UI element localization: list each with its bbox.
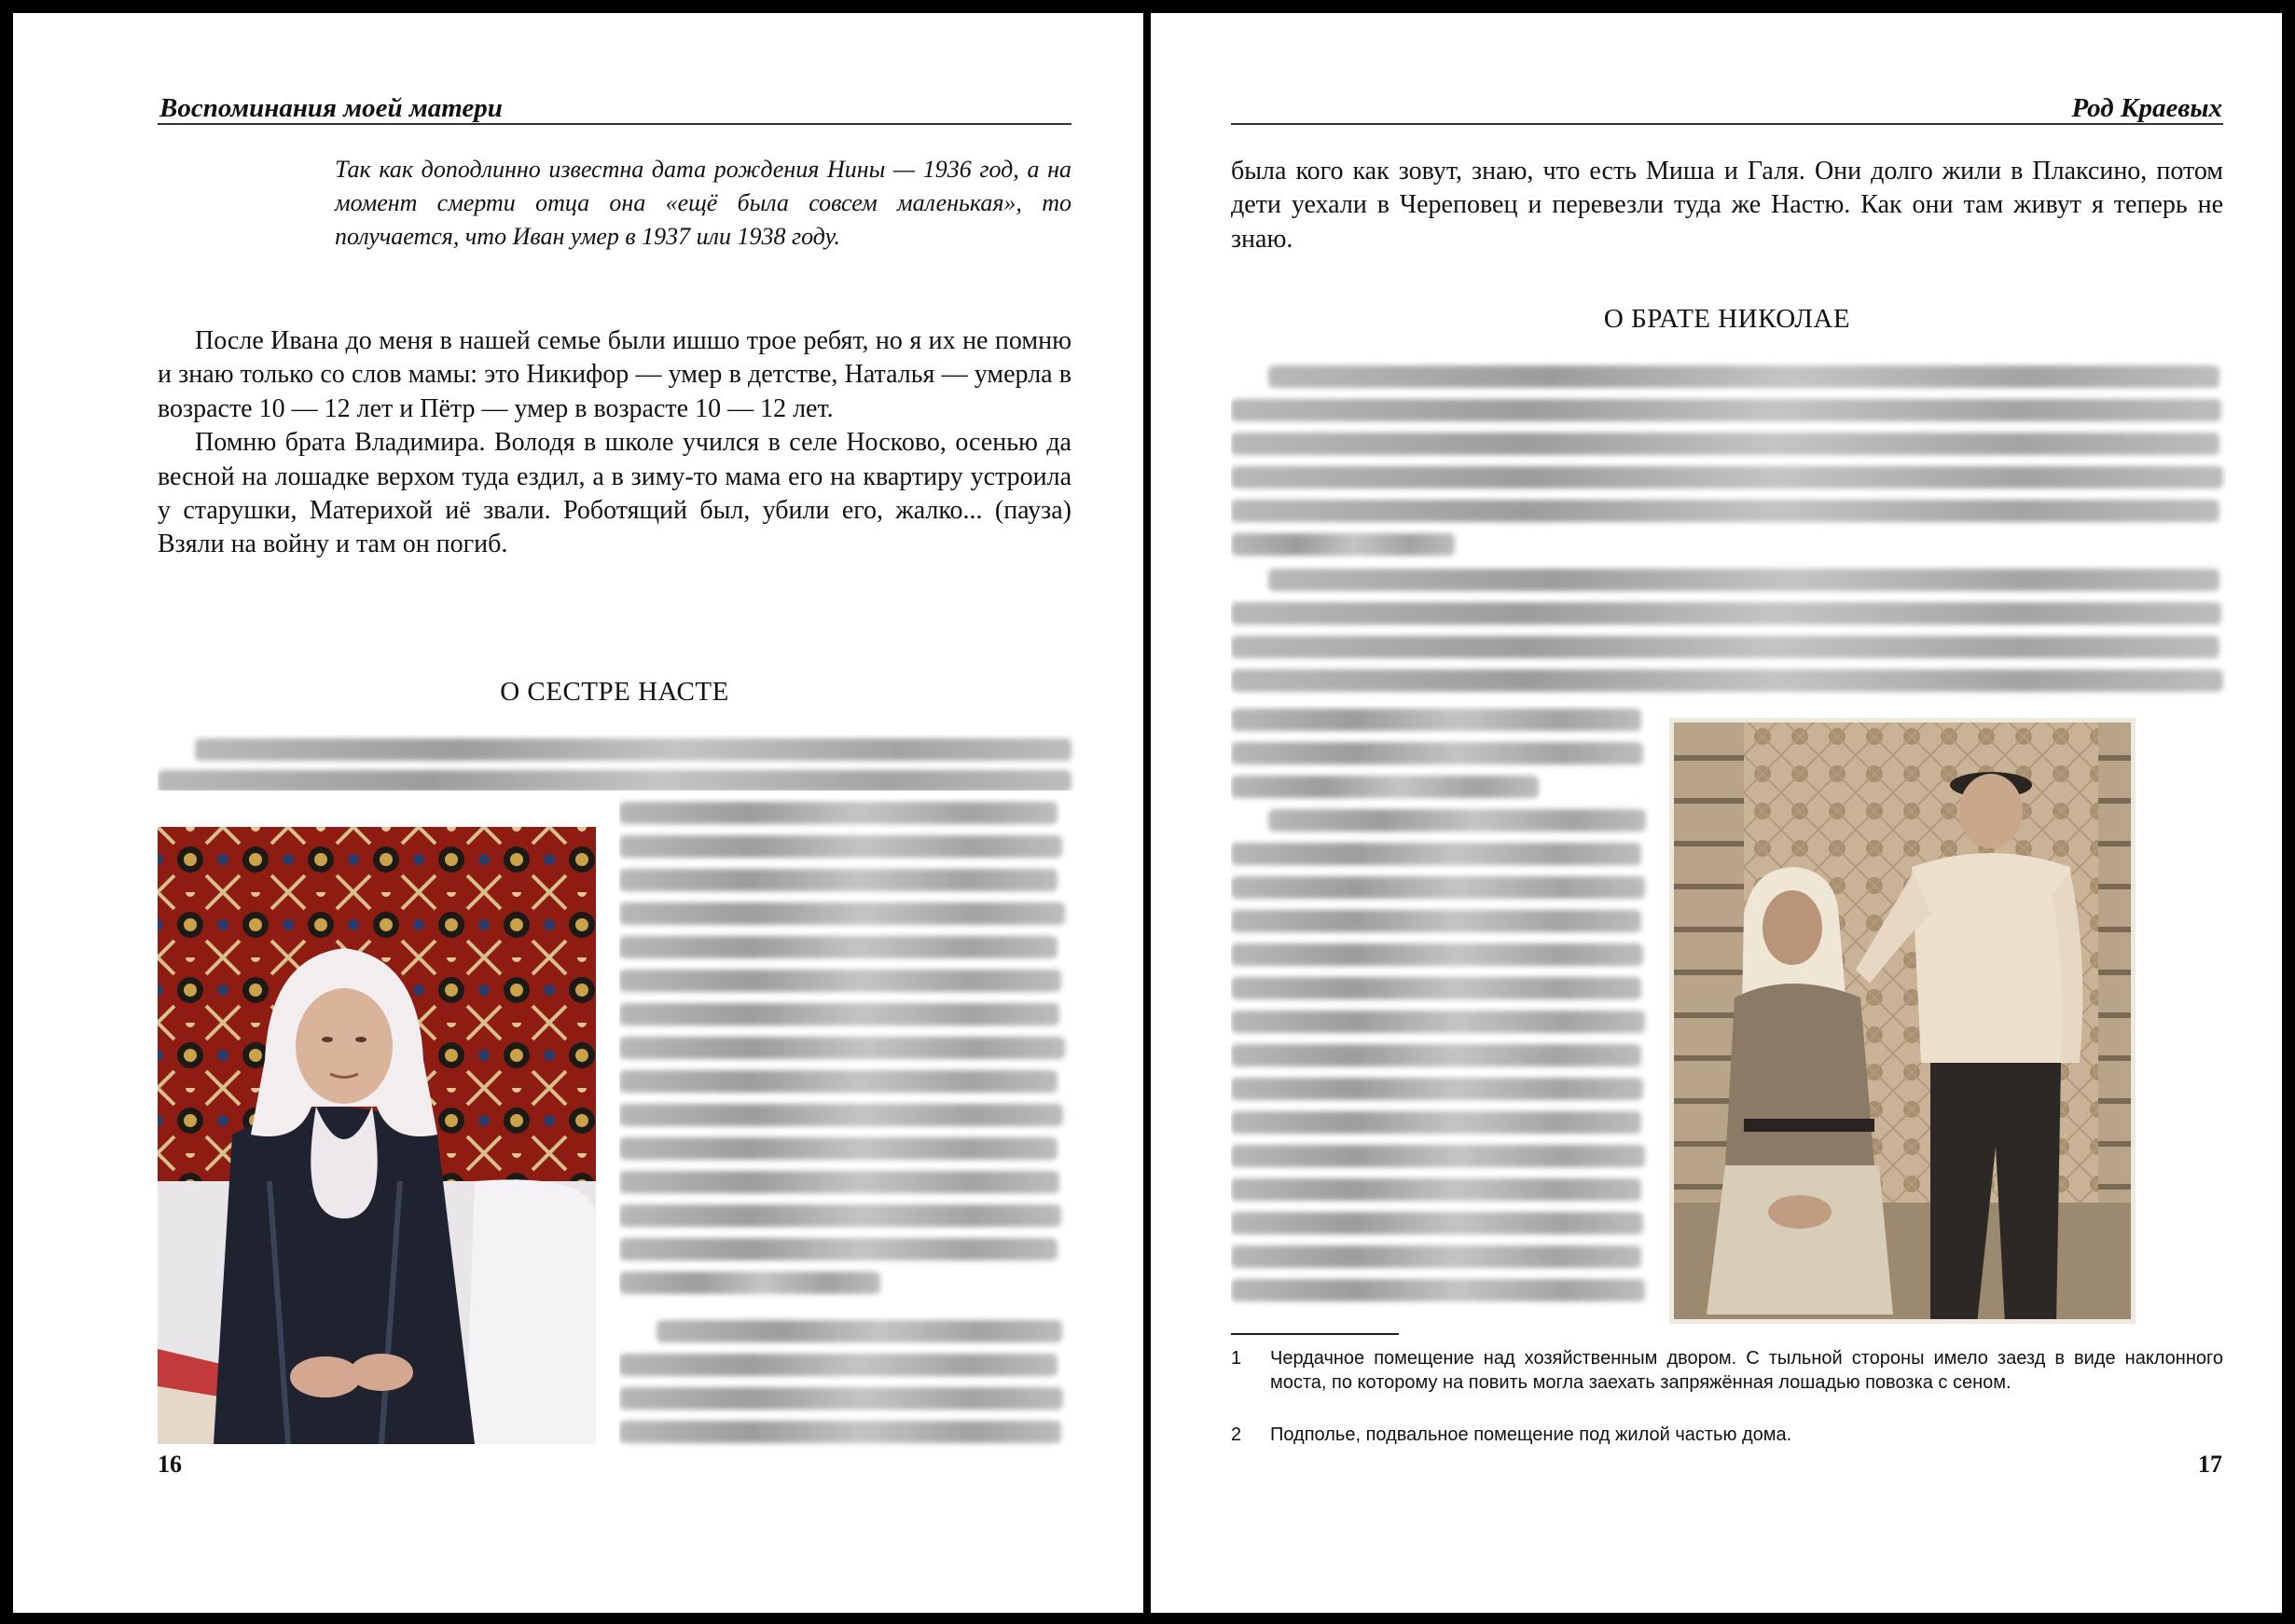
body-text-left: [158, 324, 1071, 562]
blurred-text-column: [619, 798, 1076, 1451]
italic-note: Так как доподлинно известна дата рождения Нины — 1936 год, а на момент смерти отца она «ещё была совсем маленькая», то получается, что Иван умер в 1937 или 1938 году.: [335, 156, 1071, 250]
footnote-text: Подполье, подвальное помещение под жилой частью дома.: [1270, 1424, 1792, 1445]
header-rule-right: [1231, 123, 2223, 125]
right-page: [1151, 13, 2282, 1613]
blurred-text-block: [158, 735, 1076, 791]
running-header-right: Род Краевых: [2071, 93, 2222, 123]
blurred-text-column: [1231, 705, 1660, 1320]
header-rule-left: [158, 123, 1071, 125]
left-page: [13, 13, 1143, 1613]
blurred-text-block: [1231, 362, 2227, 725]
footnote-rule: [1231, 1333, 1399, 1335]
page-number-left: 16: [158, 1451, 182, 1478]
photo-couple-vintage: [1669, 718, 2136, 1324]
page-number-right: 17: [2198, 1451, 2222, 1478]
footnote-number: 1: [1231, 1348, 1242, 1369]
photo-elderly-woman: [158, 827, 596, 1444]
running-header-left: Воспоминания моей матери: [159, 93, 503, 123]
footnote-1: [1231, 1346, 2223, 1419]
paragraph: была кого как зовут, знаю, что есть Миша и Галя. Они долго жили в Плаксино, потом дети уехали в Череповец и перевезли туда же Настю. Как они там живут я теперь не знаю.: [1231, 157, 2223, 254]
paragraph: После Ивана до меня в нашей семье были ишшо трое ребят, но я их не помню и знаю только со слов мамы: это Никифор — умер в детстве, Наталья — умерла в возрасте 10 — 12 лет и Пётр — умер в возрасте 10 — 12 лет.: [158, 326, 1071, 423]
body-text-right: [1231, 155, 2223, 256]
section-title-nastya: О СЕСТРЕ НАСТЕ: [500, 677, 729, 707]
section-title-nikolai: О БРАТЕ НИКОЛАЕ: [1603, 304, 1851, 334]
footnote-2: [1231, 1423, 2223, 1449]
paragraph: Помню брата Владимира. Володя в школе учился в селе Носково, осенью да весной на лошадке верхом туда ездил, а в зиму-то мама его на квартиру устроила у старушки, Материхой иё звали. Роботящий был, убили его, жалко... (пауза) Взяли на войну и там он погиб.: [158, 428, 1071, 559]
footnote-text: Чердачное помещение над хозяйственным двором. С тыльной стороны имело заезд в виде наклонного моста, по которому на повить могла заехать запряжённая лошадью повозка с сеном.: [1270, 1348, 2223, 1393]
footnote-number: 2: [1231, 1424, 1242, 1445]
